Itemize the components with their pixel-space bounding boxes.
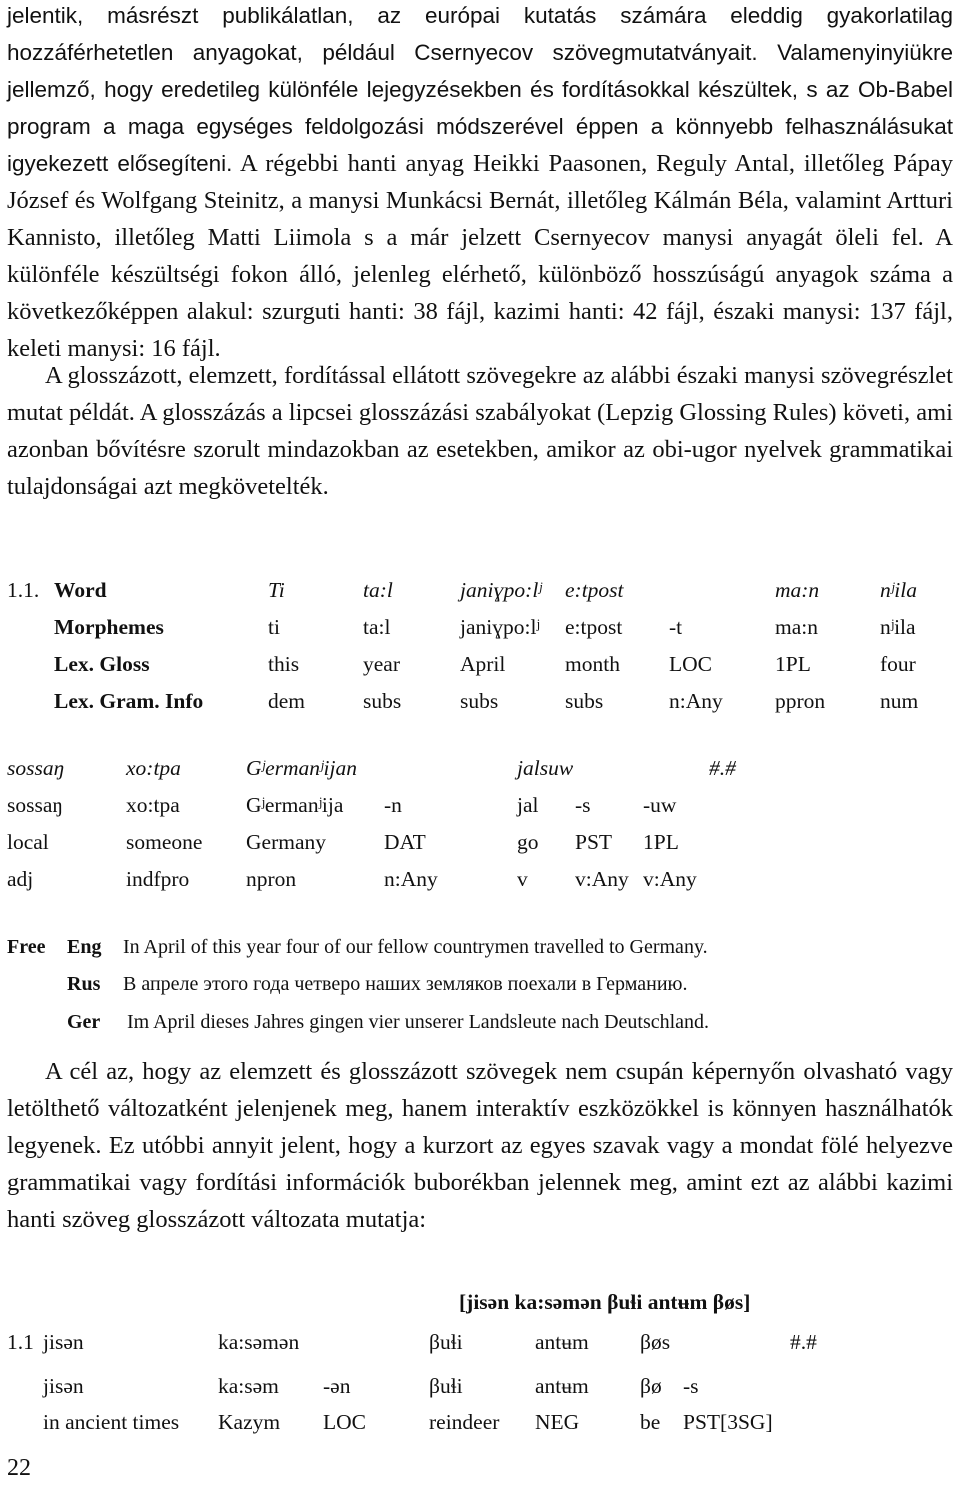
gloss-cell: -s: [575, 793, 591, 817]
gloss-cell: subs: [565, 689, 604, 713]
page-number: 22: [7, 1455, 31, 1481]
free-text-ger: Im April dieses Jahres gingen vier unserer Landsleute nach Deutschland.: [127, 1011, 710, 1033]
gloss-cell: n:Any: [669, 689, 723, 713]
paragraph-1-sans-text: jelentik, másrészt publikálatlan, az európai kutatás számára eleddig gyakorlatilag hozzáférhetetlen anyagokat, például Csernyecov szövegmutatványait. Valamenyinyiükre jellemző, hogy eredetileg különféle lejegyzésekben és fordításokkal készültek, s az Ob-Babel program a maga egységes feldolgozási módszerével éppen a könnyebb felhasználásukat igyekezett elősegíteni.: [7, 3, 953, 176]
gloss-cell: sossaŋ: [7, 793, 64, 817]
gloss-cell: jal: [517, 793, 539, 817]
paragraph-1-serif-text: A régebbi hanti anyag Heikki Paasonen, Reguly Antal, illetőleg Pápay József és Wolfgang Steinitz, a manysi Munkácsi Bernát, illetőleg Kálmán Béla, valamint Artturi Kannisto, illetőleg Matti Liimola s a már jelzett Csernyecov manysi anyagát öleli fel. A különféle készültségi fokon álló, jelenleg elérhető, különböző hosszúságú anyagok száma a következőképpen alakul: szurguti hanti: 38 fájl, kazimi hanti: 42 fájl, északi manysi: 137 fájl, keleti manysi: 16 fájl.: [7, 150, 953, 362]
free-text-eng: In April of this year four of our fellow countrymen travelled to Germany.: [123, 936, 708, 958]
gloss-cell: subs: [460, 689, 499, 713]
paragraph-1: [7, 0, 953, 367]
gloss-cell: v:Any: [643, 867, 697, 891]
gloss-cell: janiɣpo:lʲ: [460, 578, 542, 602]
gloss-cell: βøs: [640, 1330, 671, 1354]
free-lang-rus: Rus: [67, 973, 101, 995]
gloss-cell: year: [363, 652, 400, 676]
gloss-cell: this: [268, 652, 300, 676]
gloss-cell: April: [460, 652, 506, 676]
gloss-cell: DAT: [384, 830, 426, 854]
gloss-cell: PST: [575, 830, 613, 854]
gloss-cell: antʉm: [535, 1330, 589, 1354]
gloss-cell: jisən: [43, 1374, 84, 1398]
gloss-cell: local: [7, 830, 49, 854]
gloss-cell: βuɬi: [429, 1330, 463, 1354]
free-lang-ger: Ger: [67, 1011, 101, 1033]
gloss-cell: LOC: [669, 652, 712, 676]
example-number: 1.1.: [7, 578, 40, 602]
gloss-cell: e:tpost: [565, 578, 624, 602]
gloss-cell: ka:səmən: [218, 1330, 300, 1354]
gloss-cell: go: [517, 830, 539, 854]
gloss-cell: ma:n: [775, 578, 820, 602]
gloss-cell: n:Any: [384, 867, 438, 891]
gloss-cell: e:tpost: [565, 615, 623, 639]
gloss-cell: be: [640, 1410, 661, 1434]
example-number: 1.1: [7, 1330, 34, 1354]
gloss-cell: Ti: [268, 578, 285, 602]
gloss-cell: -n: [384, 793, 402, 817]
gloss-cell: PST[3SG]: [683, 1410, 773, 1434]
gloss-cell: nʲila: [880, 615, 916, 639]
gloss-cell: sossaŋ: [7, 756, 64, 780]
gloss-cell: four: [880, 652, 916, 676]
gloss-cell: month: [565, 652, 620, 676]
gloss-cell: indfpro: [126, 867, 190, 891]
row-label: Word: [54, 578, 107, 602]
gloss-cell: dem: [268, 689, 306, 713]
sentence-transcription: [jisən ka:səmən βuɬi antʉm βøs]: [459, 1290, 751, 1314]
paragraph-2: A glosszázott, elemzett, fordítással ellátott szövegekre az alábbi északi manysi szövegrészlet mutat példát. A glosszázás a lipcsei glosszázási szabályokat (Lepzig Glossing Rules) követi, ami azonban bővítésre szorult mindazokban az esetekben, amikor az obi-ugor nyelvek grammatikai tulajdonságai azt megkövetelték.: [7, 362, 953, 500]
gloss-cell: xo:tpa: [126, 756, 181, 780]
gloss-cell: βø: [640, 1374, 662, 1398]
gloss-cell: 1PL: [775, 652, 811, 676]
gloss-cell: reindeer: [429, 1410, 500, 1434]
gloss-cell: 1PL: [643, 830, 679, 854]
gloss-cell: Kazym: [218, 1410, 281, 1434]
gloss-cell: ta:l: [363, 578, 393, 602]
gloss-cell: janiɣpo:lʲ: [460, 615, 540, 639]
gloss-cell: adj: [7, 867, 34, 891]
row-label: Lex. Gloss: [54, 652, 150, 676]
row-label: Lex. Gram. Info: [54, 689, 204, 713]
gloss-cell: ta:l: [363, 615, 391, 639]
gloss-cell: Germany: [246, 830, 326, 854]
gloss-cell: #.#: [790, 1330, 817, 1354]
gloss-cell: LOC: [323, 1410, 366, 1434]
gloss-cell: -uw: [643, 793, 677, 817]
gloss-cell: NEG: [535, 1410, 580, 1434]
gloss-cell: npron: [246, 867, 297, 891]
gloss-cell: someone: [126, 830, 203, 854]
gloss-cell: num: [880, 689, 919, 713]
gloss-cell: nʲila: [880, 578, 917, 602]
gloss-cell: jalsuw: [517, 756, 574, 780]
gloss-cell: ma:n: [775, 615, 818, 639]
gloss-cell: ppron: [775, 689, 826, 713]
gloss-cell: subs: [363, 689, 402, 713]
gloss-cell: jisən: [43, 1330, 84, 1354]
paragraph-3: A cél az, hogy az elemzett és glosszázott szövegek nem csupán képernyőn olvasható vagy letölthető változatként jelenjenek meg, hanem interaktív eszközökkel is könnyen használhatók legyenek. Ez utóbbi annyit jelent, hogy a kurzort az egyes szavak vagy a mondat fölé helyezve grammatikai vagy fordítási információk buborékban jelennek meg, amint ezt az alábbi kazimi hanti szöveg glosszázott változata mutatja:: [7, 1058, 953, 1233]
gloss-cell: antʉm: [535, 1374, 589, 1398]
gloss-cell: v: [517, 867, 528, 891]
free-label: Free: [7, 936, 46, 958]
gloss-cell: -ən: [323, 1374, 351, 1398]
row-label: Morphemes: [54, 615, 164, 639]
free-lang-eng: Eng: [67, 936, 102, 958]
gloss-cell: Gʲermanʲijan: [246, 756, 357, 780]
gloss-cell: v:Any: [575, 867, 629, 891]
gloss-cell: ti: [268, 615, 280, 639]
gloss-cell: #.#: [709, 756, 736, 780]
gloss-cell: βuɬi: [429, 1374, 463, 1398]
gloss-cell: Gʲermanʲija: [246, 793, 344, 817]
free-text-rus: В апреле этого года четверо наших земляков поехали в Германию.: [123, 973, 688, 995]
gloss-cell: xo:tpa: [126, 793, 180, 817]
gloss-cell: in ancient times: [43, 1410, 180, 1434]
gloss-cell: -s: [683, 1374, 699, 1398]
gloss-cell: -t: [669, 615, 683, 639]
gloss-cell: ka:səm: [218, 1374, 279, 1398]
